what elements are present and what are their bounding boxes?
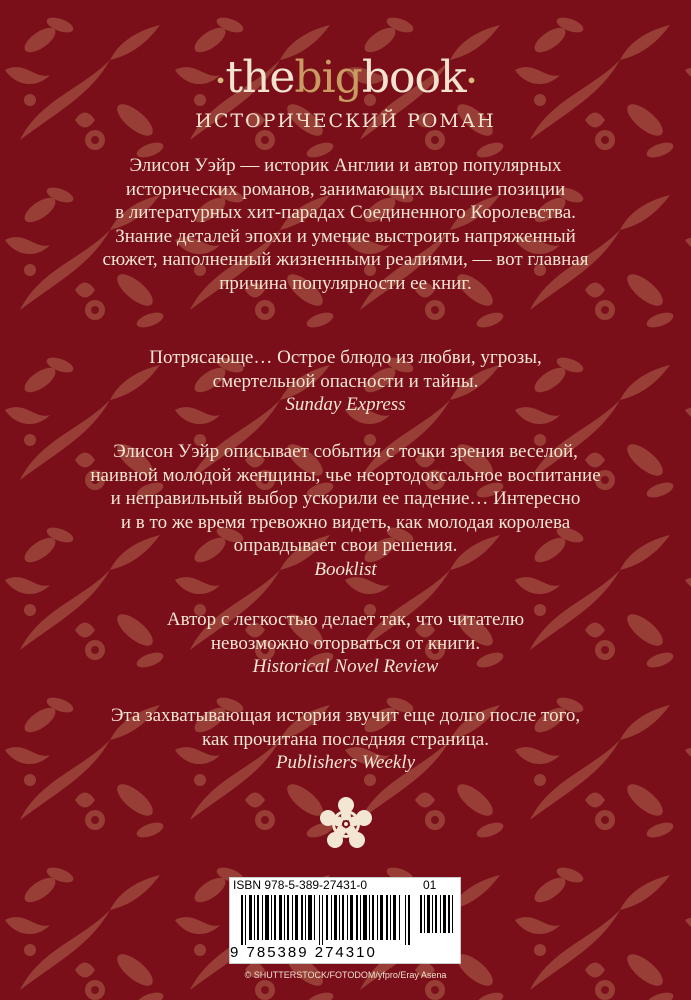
logo-big: big [294, 52, 362, 103]
tudor-rose-icon [318, 796, 374, 852]
blurb-line: исторических романов, занимающих высшие позиции [125, 178, 566, 200]
review-line: Элисон Уэйр описывает события с точки зрения веселой, [113, 441, 578, 462]
isbn-addon-label: 01 [423, 878, 437, 892]
review-line: оправдывает свои решения. [233, 535, 458, 556]
review-publishers-weekly [80, 704, 611, 775]
review-booklist [80, 440, 611, 581]
logo-suffix: book [361, 52, 466, 103]
review-line: невозможно оторваться от книги. [210, 632, 481, 654]
review-line: Автор с легкостью делает так, что читателю [166, 609, 525, 630]
blurb-line: Элисон Уэйр — историк Англии и автор популярных [129, 155, 562, 176]
photo-credit: © SHUTTERSTOCK/FOTODOM/yfpro/Eray Asena [244, 970, 447, 980]
series-logo: •thebigbook• [214, 52, 477, 103]
review-line: Потрясающе… Острое блюдо из любви, угрозы, [149, 347, 542, 368]
blurb-line: в литературных хит-парадах Соединенного Королевства. [115, 202, 576, 223]
review-line: наивной молодой женщины, чье неортодоксальное воспитание [90, 464, 601, 486]
review-line: смертельной опасности и тайны. [212, 370, 479, 392]
ean-number: 9 785389 274310 [230, 944, 377, 961]
author-blurb [80, 154, 611, 295]
review-source: Publishers Weekly [275, 752, 416, 773]
barcode-bars [241, 895, 411, 945]
addon-barcode-bars [420, 895, 455, 933]
blurb-line: сюжет, наполненный жизненными реалиями, — вот главная [102, 249, 589, 270]
review-line: Эта захватывающая история звучит еще долго после того, [110, 705, 581, 726]
review-source: Sunday Express [285, 394, 406, 415]
review-sunday-express [80, 346, 611, 417]
isbn-label: ISBN 978-5-389-27431-0 [233, 878, 368, 892]
review-source: Historical Novel Review [252, 656, 439, 677]
review-historical-novel [80, 608, 611, 679]
review-line: и в то же время тревожно видеть, как молодая королева [120, 511, 571, 533]
review-line: как прочитана последняя страница. [202, 728, 489, 750]
series-subtitle: ИСТОРИЧЕСКИЙ РОМАН [195, 110, 496, 132]
blurb-line: Знание деталей эпохи и умение выстроить напряженный [115, 225, 576, 247]
review-source: Booklist [314, 558, 377, 580]
blurb-line: причина популярности ее книг. [219, 272, 472, 294]
review-line: и неправильный выбор ускорили ее падение… Интересно [110, 488, 581, 509]
logo-prefix: the [225, 52, 295, 103]
